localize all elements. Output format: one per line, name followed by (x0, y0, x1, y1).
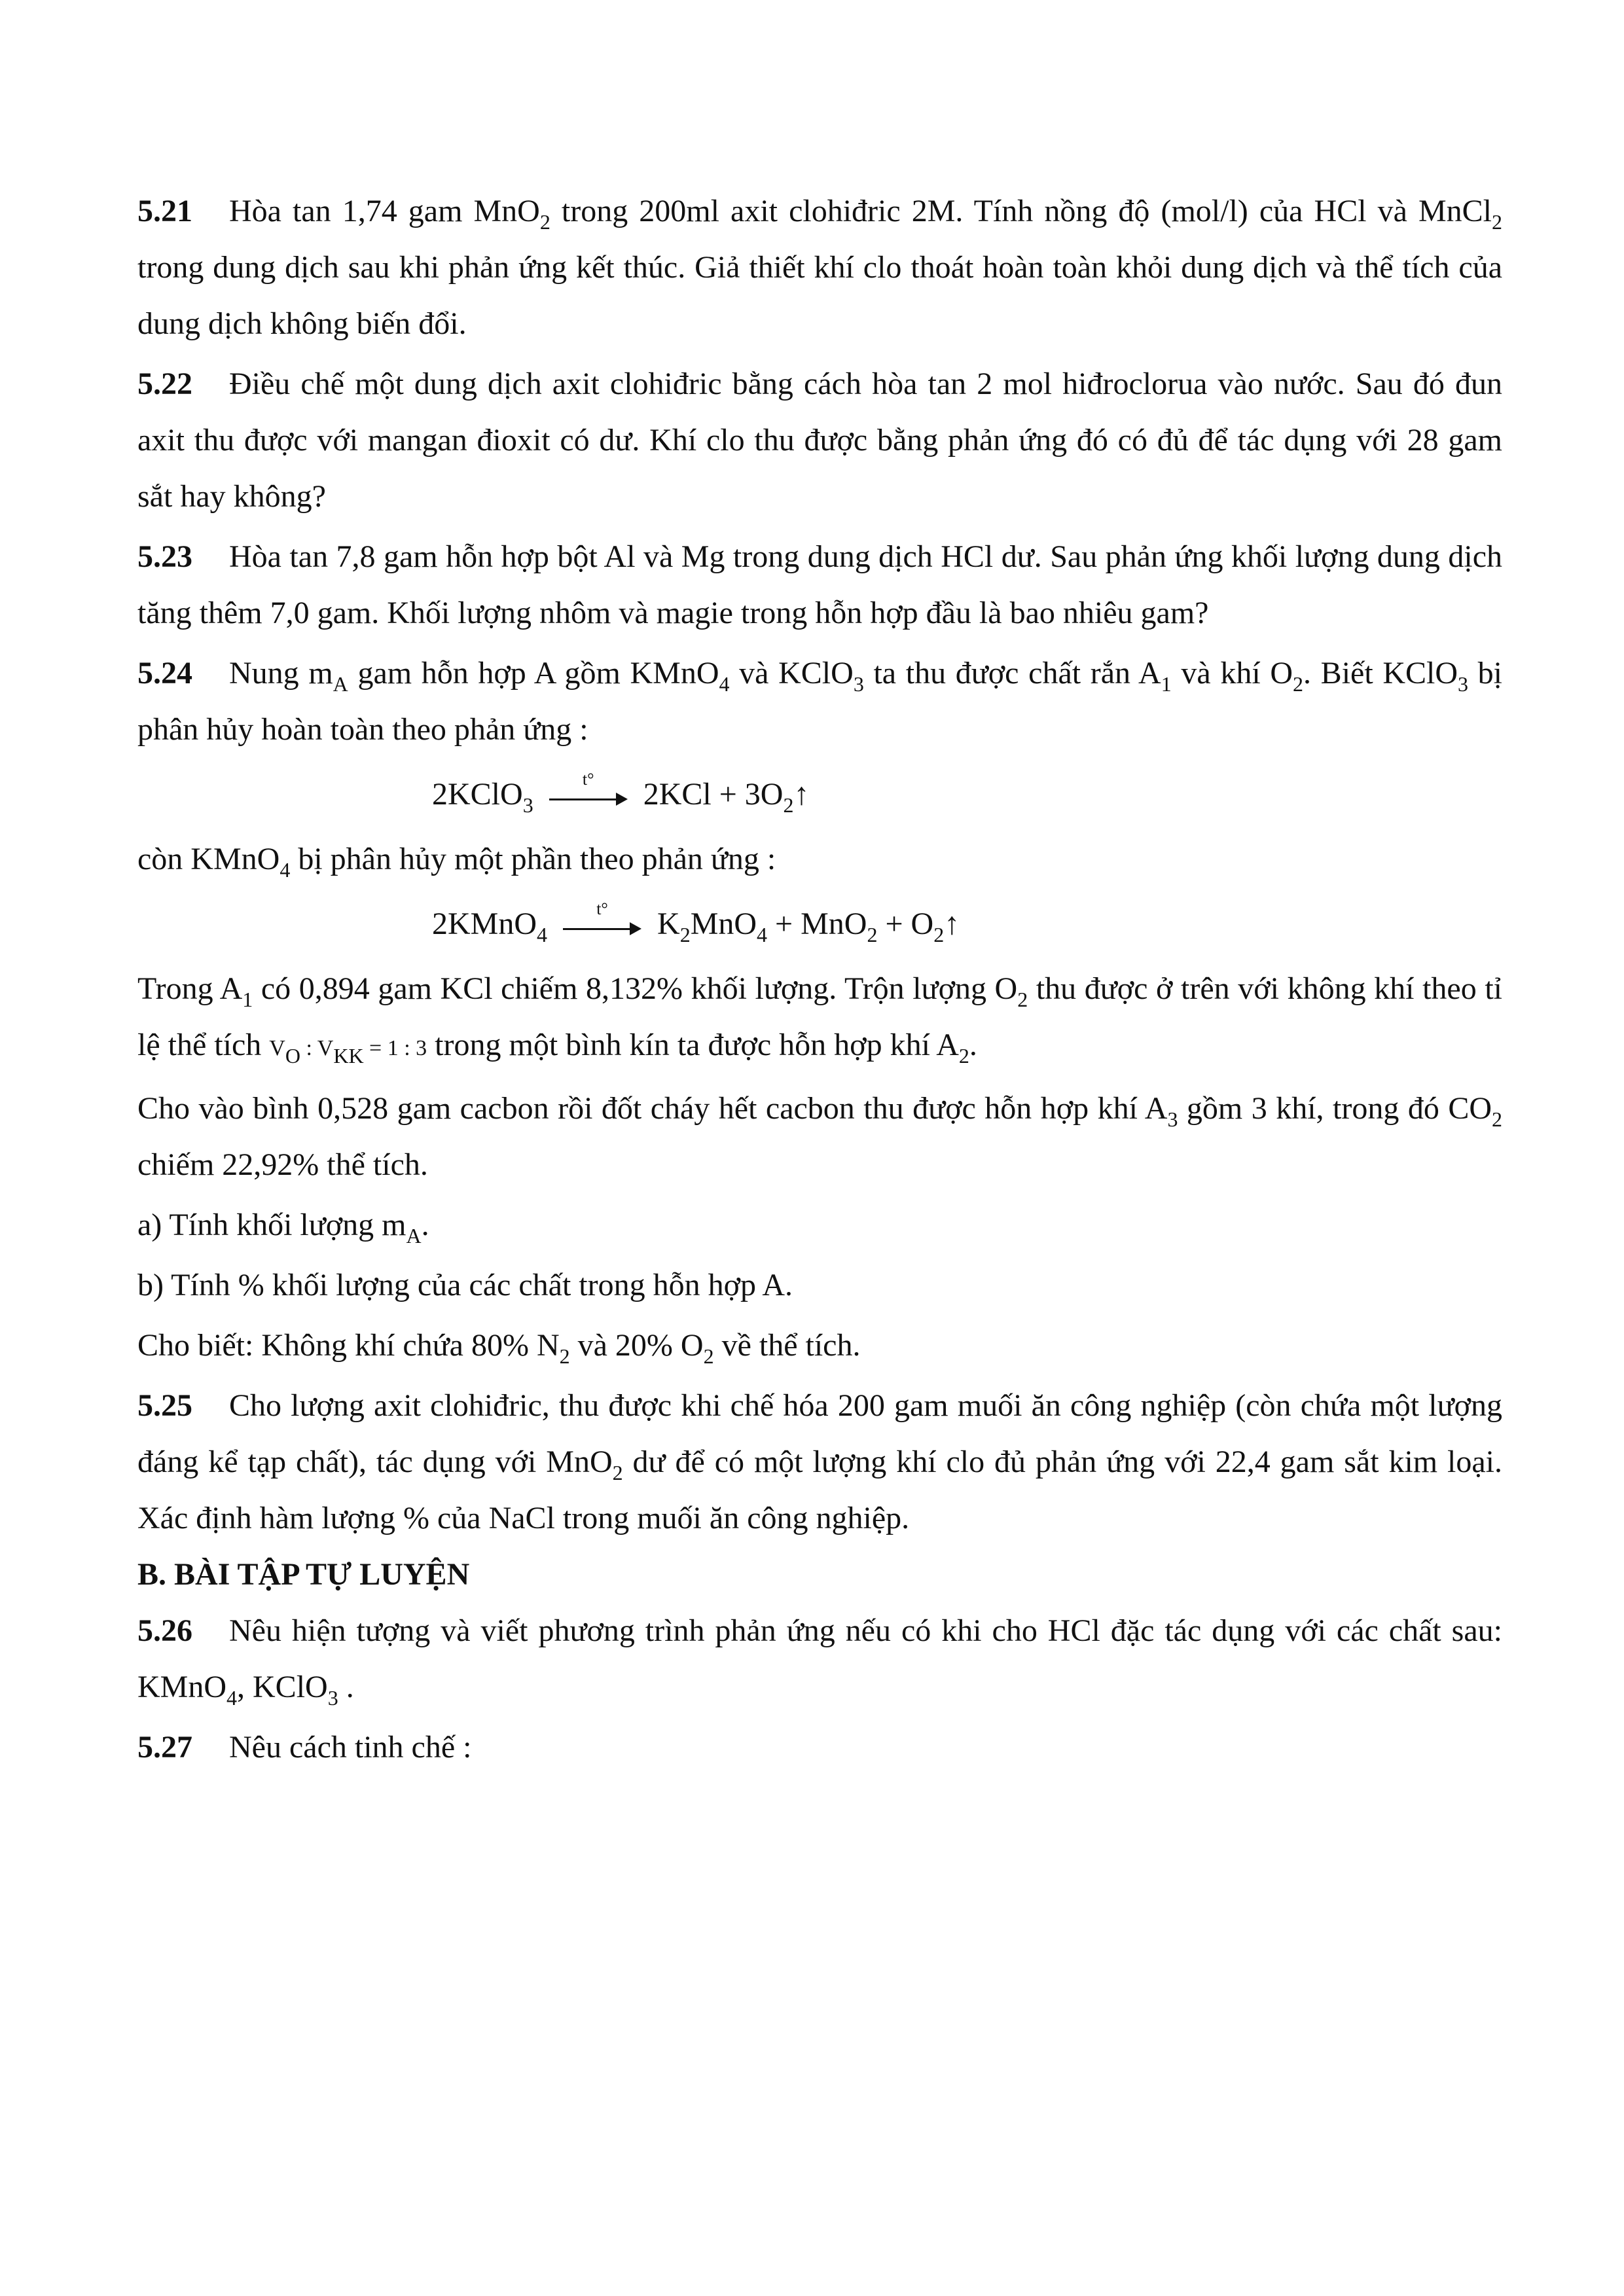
volume-ratio: $V_O$ : $V_{KK} = 1$ : 3 (269, 1036, 427, 1067)
equation-kclo3: 2KClO$_3$ t° $2KCl + 3O_2↑$ (432, 769, 810, 817)
problem-number: 5.24 (137, 656, 192, 691)
gas-up-arrow-icon: ↑ (944, 906, 960, 941)
problem-number: 5.22 (137, 367, 192, 401)
equation-kmno4: 2KMnO$_4$ t° $K_2MnO_4 + MnO_2$ + $O_2↑$ (432, 899, 960, 946)
problem-5-23: 5.23 Hòa tan 7,8 gam hỗn hợp bột Al và Mg trong dung dịch HCl dư. Sau phản ứng khối lượng dung dịch tăng thêm 7,0 gam. Khối lượng nhôm và magie trong hỗn hợp đầu là bao nhiêu gam? (137, 529, 1502, 641)
problem-number: 5.26 (137, 1613, 192, 1648)
problem-5-21: 5.21 Hòa tan 1,74 gam MnO$_2$ trong 200ml axit clohiđric 2M. Tính nồng độ (mol/l) của HCl và MnCl$_2$ trong dung dịch sau khi phản ứng kết thúc. Giả thiết khí clo thoát hoàn toàn khỏi dung dịch và thể tích của dung dịch không biến đổi. (137, 183, 1502, 352)
problem-5-27: 5.27 Nêu cách tinh chế : (137, 1719, 1502, 1776)
problem-5-24-carbon: Cho vào bình 0,528 gam cacbon rồi đốt cháy hết cacbon thu được hỗn hợp khí $A_3$ gồm 3 khí, trong đó $CO_2$ chiếm 22,92% thể tích. (137, 1091, 1502, 1182)
reaction-arrow-icon: t° (549, 784, 628, 810)
problem-5-24: 5.24 Nung $m_A$ gam hỗn hợp A gồm KMnO$_4$ và KClO$_3$ ta thu được chất rắn $A_1$ và khí $O_2$. Biết KClO$_3$ bị phân hủy hoàn toàn theo phản ứng : (137, 645, 1502, 758)
document-page (137, 183, 1502, 1776)
problem-number: 5.23 (137, 539, 192, 574)
problem-5-22: 5.22 Điều chế một dung dịch axit clohiđric bằng cách hòa tan 2 mol hiđroclorua vào nước. Sau đó đun axit thu được với mangan đioxit có dư. Khí clo thu được bằng phản ứng đó có đủ để tác dụng với 28 gam sắt hay không? (137, 356, 1502, 525)
problem-5-24-mid: còn KMnO$_4$ bị phân hủy một phần theo phản ứng : (137, 842, 776, 882)
section-heading: B. BÀI TẬP TỰ LUYỆN (137, 1557, 470, 1592)
reaction-arrow-icon: t° (563, 914, 641, 940)
given-note: Cho biết: Không khí chứa 80% $N_2$ và 20% $O_2$ về thể tích. (137, 1328, 861, 1368)
problem-5-25: 5.25 Cho lượng axit clohiđric, thu được khi chế hóa 200 gam muối ăn công nghiệp (còn chứa một lượng đáng kể tạp chất), tác dụng với MnO$_2$ dư để có một lượng khí clo đủ phản ứng với 22,4 gam sắt kim loại. Xác định hàm lượng % của NaCl trong muối ăn công nghiệp. (137, 1378, 1502, 1547)
problem-5-26: 5.26 Nêu hiện tượng và viết phương trình phản ứng nếu có khi cho HCl đặc tác dụng với các chất sau: KMnO$_4$, KClO$_3$ . (137, 1603, 1502, 1715)
problem-5-24-body: Trong $A_1$ có 0,894 gam KCl chiếm 8,132% khối lượng. Trộn lượng $O_2$ thu được ở trên với không khí theo tỉ lệ thể tích $V_O$ : $V_{KK} = 1$ : 3 trong một bình kín ta được hỗn hợp khí $A_2$. (137, 971, 1502, 1067)
problem-number: 5.21 (137, 194, 192, 228)
problem-number: 5.25 (137, 1388, 192, 1423)
problem-number: 5.27 (137, 1730, 192, 1765)
gas-up-arrow-icon: ↑ (793, 777, 810, 812)
question-a: a) Tính khối lượng $m_A$. (137, 1208, 429, 1247)
question-b: b) Tính % khối lượng của các chất trong hỗn hợp A. (137, 1268, 793, 1302)
